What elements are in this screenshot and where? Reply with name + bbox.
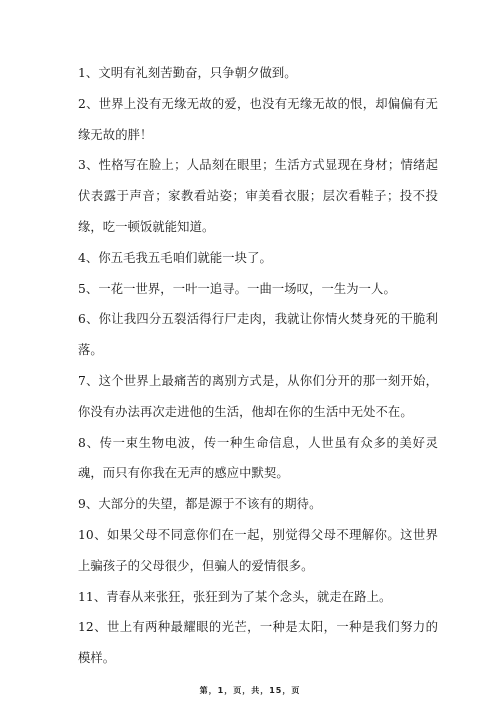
list-item: 6、你让我四分五裂活得行尸走肉，我就让你情火焚身死的干脆利落。 — [78, 312, 438, 358]
list-item: 12、世上有两种最耀眼的光芒，一种是太阳，一种是我们努力的模样。 — [78, 620, 438, 666]
list-item: 10、如果父母不同意你们在一起，别觉得父母不理解你。这世界上骗孩子的父母很少，但骗人的爱情很多。 — [78, 527, 438, 573]
list-item: 4、你五毛我五毛咱们就能一块了。 — [78, 250, 272, 265]
list-item: 3、性格写在脸上；人品刻在眼里；生活方式显现在身材；情绪起伏表露于声音；家教看站姿；审美看衣服；层次看鞋子；投不投缘，吃一顿饭就能知道。 — [78, 158, 438, 234]
list-item: 2、世界上没有无缘无故的爱，也没有无缘无故的恨，却偏偏有无缘无故的胖！ — [78, 96, 438, 142]
list-item: 8、传一束生物电波，传一种生命信息，人世虽有众多的美好灵魂，而只有你我在无声的感应中默契。 — [78, 435, 438, 481]
list-item: 5、一花一世界，一叶一追寻。一曲一场叹，一生为一人。 — [78, 281, 396, 296]
page-number-footer: 第，1，页，共，15，页 — [199, 686, 301, 695]
list-item: 11、青春从来张狂，张狂到为了某个念头，就走在路上。 — [78, 589, 392, 604]
list-item: 7、这个世界上最痛苦的离别方式是，从你们分开的那一刻开始，你没有办法再次走进他的生活，他却在你的生活中无处不在。 — [78, 373, 438, 419]
list-item: 9、大部分的失望，都是源于不该有的期待。 — [78, 497, 322, 512]
list-item: 1、文明有礼刻苦勤奋，只争朝夕做到。 — [78, 66, 297, 80]
quote-list — [78, 58, 438, 674]
